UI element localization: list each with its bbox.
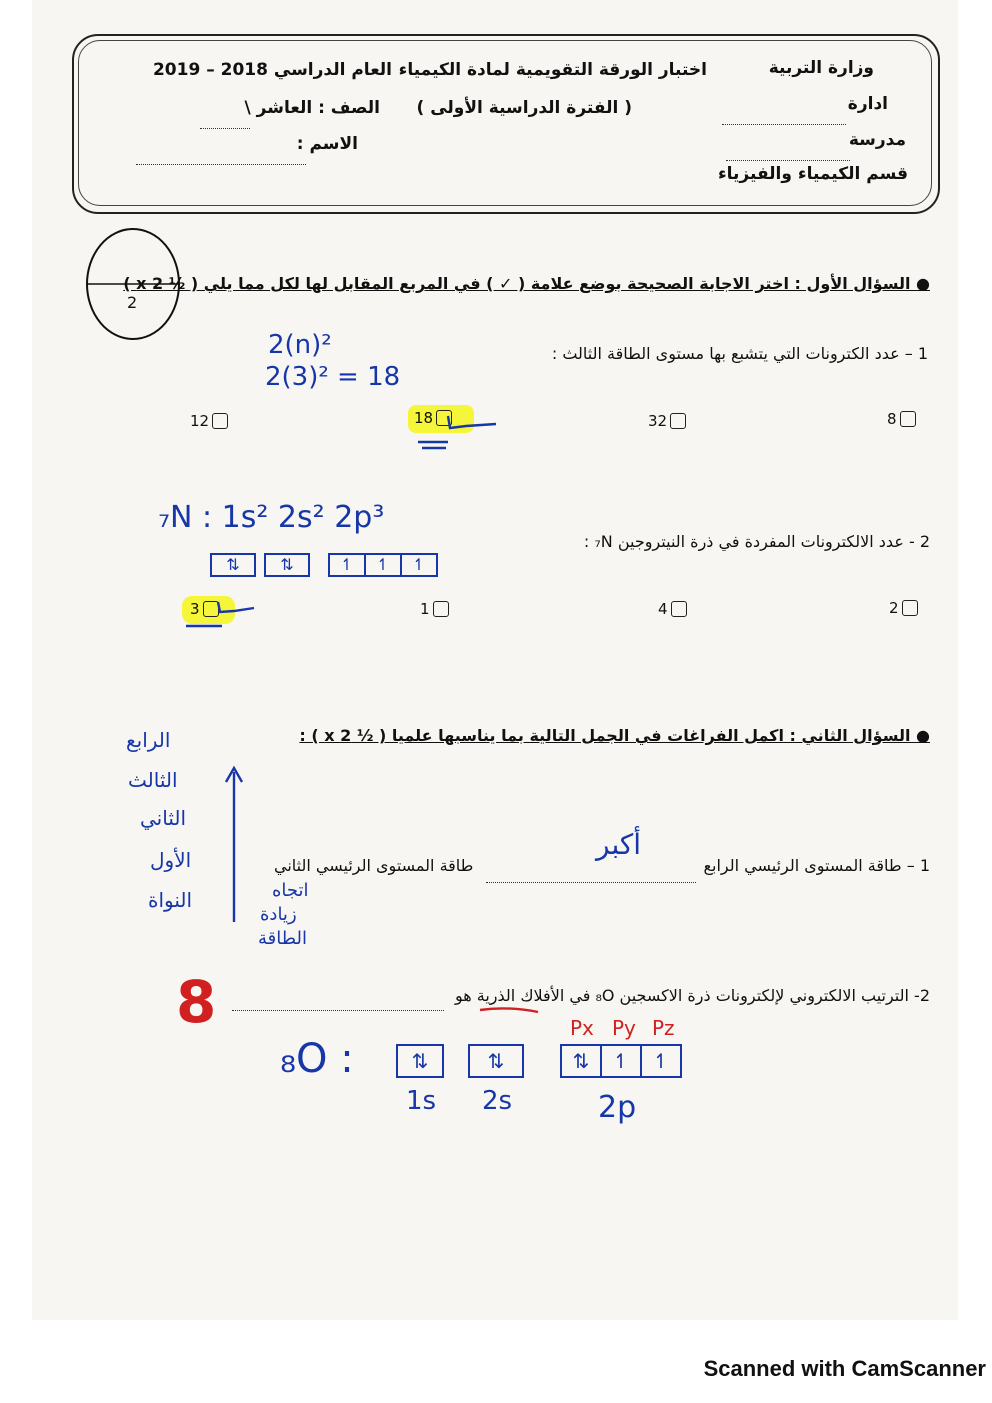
- q2-title: ● السؤال الثاني : اكمل الفراغات في الجمل التالية بما يناسبها علميا ( ½ x 2 ) :: [299, 726, 930, 745]
- energy-arrow-icon: [222, 764, 246, 924]
- q2-item1-blank: [486, 868, 696, 887]
- grade-label: الصف : العاشر \: [244, 98, 380, 118]
- orbital-label-1s: 1s: [406, 1086, 437, 1116]
- q1-work-line1: 2(n)²: [268, 330, 332, 360]
- check-mark-icon: [182, 600, 262, 636]
- q1-item2-text: 2 - عدد الالكترونات المفردة في ذرة النيتروجين ₇N :: [583, 532, 930, 551]
- q1-option-12[interactable]: 12: [190, 412, 228, 430]
- red-score-mark: 8: [176, 968, 217, 1036]
- orbital-1s: ⇅: [210, 553, 256, 577]
- q2-item2-text: 2- الترتيب الالكتروني لإلكترونات ذرة الاكسجين ₈O في الأفلاك الذرية هو: [454, 986, 930, 1005]
- grade-dots: [200, 114, 250, 133]
- side-note-3: الثالث: [128, 768, 178, 792]
- q2-item1-left: طاقة المستوى الرئيسي الثاني: [274, 856, 474, 875]
- admin-label: ادارة: [847, 94, 888, 114]
- checkbox[interactable]: [433, 601, 449, 617]
- department-label: قسم الكيمياء والفيزياء: [717, 164, 908, 184]
- ministry-label: وزارة التربية: [768, 58, 874, 78]
- side-note-1: الأول: [150, 848, 192, 872]
- q2-item1-answer: أكبر: [596, 828, 642, 861]
- arrow-note-3: الطاقة: [258, 928, 307, 949]
- orbital-label-2p: 2p: [598, 1090, 637, 1125]
- red-underline: [478, 1004, 540, 1016]
- checkbox[interactable]: [670, 413, 686, 429]
- arrow-note-1: اتجاه: [272, 880, 309, 901]
- checkbox[interactable]: [900, 411, 916, 427]
- nitrogen-orbital-diagram: [210, 553, 438, 577]
- subshell-pz: Pz: [652, 1016, 675, 1040]
- check-mark-icon: [408, 412, 498, 454]
- q1b-option-4[interactable]: 4: [658, 600, 687, 618]
- q2-item1-right: 1 – طاقة المستوى الرئيسي الرابع: [703, 856, 930, 875]
- q1-option-8[interactable]: 8: [887, 410, 916, 428]
- nitrogen-config: ₇N : 1s² 2s² 2p³: [158, 500, 385, 535]
- orbital-2p: ⇅ ↿ ↿: [560, 1044, 682, 1078]
- exam-title: اختبار الورقة التقويمية لمادة الكيمياء: [398, 60, 707, 80]
- subshell-px: Px: [570, 1016, 594, 1040]
- checkbox[interactable]: [212, 413, 228, 429]
- q1-title: ● السؤال الأول : اختر الاجابة الصحيحة بوضع علامة ( ✓ ) في المربع المقابل لها لكل مما يلي ( ½ x 2 ): [123, 274, 930, 293]
- q1-item1-text: 1 – عدد الكترونات التي يتشبع بها مستوى الطاقة الثالث :: [551, 344, 928, 363]
- school-label: مدرسة: [848, 130, 906, 150]
- q1b-option-3-selected[interactable]: 3: [182, 596, 235, 624]
- orbital-1s: ⇅: [396, 1044, 444, 1078]
- side-note-2: الثاني: [140, 806, 187, 830]
- q1-option-18-selected[interactable]: 18: [408, 405, 474, 433]
- scanner-watermark: Scanned with CamScanner: [703, 1356, 986, 1381]
- name-label: الاسم :: [296, 134, 358, 154]
- orbital-2s: ⇅: [264, 553, 310, 577]
- q1b-option-1[interactable]: 1: [420, 600, 449, 618]
- orbital-2p: ↿ ↿ ↿: [328, 553, 438, 577]
- q1-option-32[interactable]: 32: [648, 412, 686, 430]
- checkbox[interactable]: [902, 600, 918, 616]
- q1-work-line2: 2(3)² = 18: [265, 362, 401, 392]
- school-year: العام الدراسي 2018 – 2019: [152, 60, 392, 80]
- oxygen-label: ₈O :: [280, 1036, 354, 1082]
- orbital-label-2s: 2s: [482, 1086, 513, 1116]
- score-value: 2: [127, 293, 138, 312]
- side-note-nucleus: النواة: [148, 888, 193, 912]
- checkbox[interactable]: [671, 601, 687, 617]
- admin-dots: [722, 110, 846, 129]
- name-dots: [136, 150, 306, 169]
- q2-item2-blank: [232, 996, 444, 1015]
- side-note-4: الرابع: [126, 728, 171, 752]
- subshell-py: Py: [612, 1016, 636, 1040]
- q1b-option-2[interactable]: 2: [889, 599, 918, 617]
- oxygen-orbital-diagram: [396, 1044, 682, 1078]
- period-label: ( الفترة الدراسية الأولى ): [416, 98, 632, 118]
- orbital-2s: ⇅: [468, 1044, 524, 1078]
- school-dots: [726, 146, 850, 165]
- arrow-note-2: زيادة: [260, 904, 297, 925]
